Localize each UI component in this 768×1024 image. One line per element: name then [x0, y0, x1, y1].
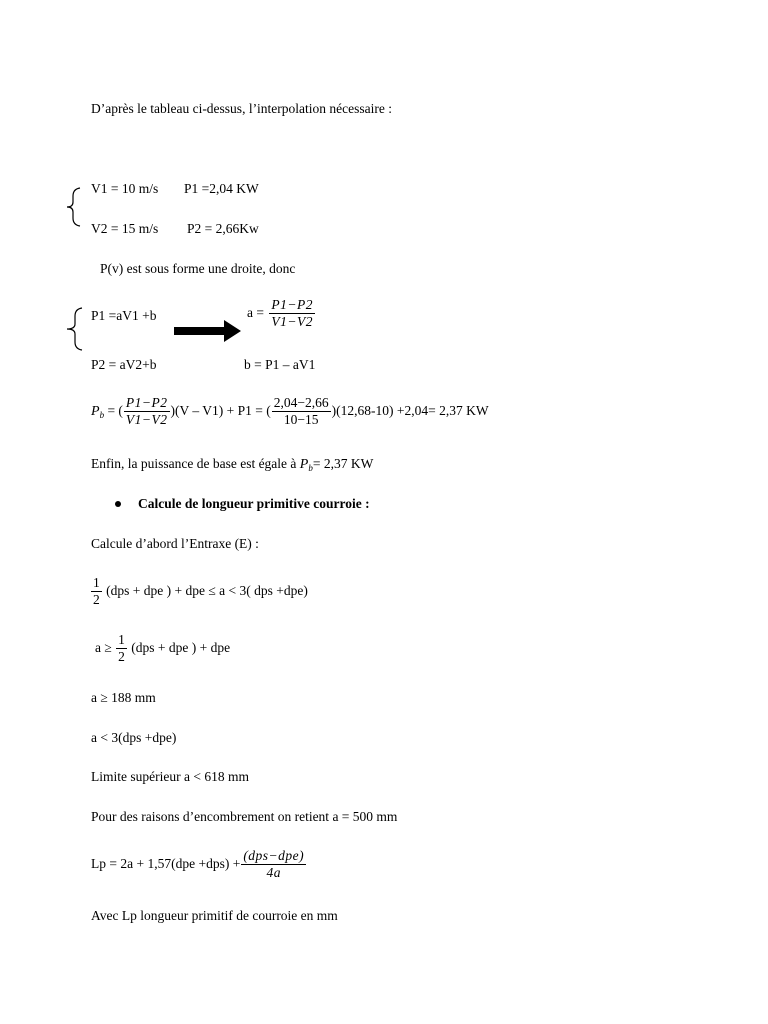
enfin-text: [91, 456, 373, 476]
pb-symbol: P: [91, 403, 100, 419]
system1-row2-v: V2 = 15 m/s: [91, 221, 159, 236]
ineq1-numerator: 1: [91, 576, 102, 592]
arrow-right-icon: [174, 320, 242, 342]
line-avec: Avec Lp longueur primitif de courroie en mm: [91, 908, 338, 923]
enfin-subscript: b: [308, 463, 313, 473]
lp-formula: [91, 849, 307, 880]
system1-row1-p: P1 =2,04 KW: [184, 181, 259, 196]
line-a-188: a ≥ 188 mm: [91, 690, 156, 705]
intro-text: D’après le tableau ci-dessus, l’interpolation nécessaire :: [91, 101, 393, 116]
ineq1-denominator: 2: [93, 592, 100, 608]
line-limite: Limite supérieur a < 618 mm: [91, 769, 249, 784]
lp-numerator: (dps−dpe): [241, 849, 306, 865]
enfin-prefix: Enfin, la puissance de base est égale à: [91, 456, 300, 471]
ineq2-text: (dps + dpe ) + dpe: [127, 639, 231, 655]
pb-formula: [91, 396, 489, 427]
pb-frac2-numerator: 2,04−2,66: [272, 396, 331, 412]
ineq2-prefix: a ≥: [95, 639, 116, 655]
pb-frac2-denominator: 10−15: [283, 412, 319, 428]
ineq2-denominator: 2: [118, 649, 125, 665]
line-a-3: a < 3(dps +dpe): [91, 730, 177, 745]
enfin-suffix: = 2,37 KW: [312, 456, 374, 471]
a-formula: [247, 298, 316, 329]
system1-row1-v: V1 = 10 m/s: [91, 181, 159, 196]
b-equation: b = P1 – aV1: [244, 357, 316, 372]
pb-middle: )(V – V1) + P1 = (: [170, 402, 271, 418]
system2-eq1: P1 =aV1 +b: [91, 308, 157, 323]
ineq2-numerator: 1: [116, 633, 127, 649]
left-brace-icon: [64, 306, 86, 352]
line-raisons: Pour des raisons d’encombrement on retient a = 500 mm: [91, 809, 398, 824]
inequality-2: [95, 633, 230, 664]
system2-eq2: P2 = aV2+b: [91, 357, 157, 372]
bullet-icon: [115, 501, 121, 507]
a-formula-prefix: a =: [247, 304, 264, 320]
bullet-heading: Calcule de longueur primitive courroie :: [138, 496, 370, 511]
pb-tail: )(12,68-10) +2,04= 2,37 KW: [331, 402, 489, 418]
droite-text: P(v) est sous forme une droite, donc: [100, 261, 296, 276]
lp-denominator: 4a: [266, 865, 281, 881]
enfin-symbol: P: [299, 457, 309, 472]
system1-row2-p: P2 = 2,66Kw: [187, 221, 259, 236]
entraxe-intro: Calcule d’abord l’Entraxe (E) :: [91, 536, 259, 551]
pb-frac1-numerator: P1−P2: [124, 396, 170, 412]
left-brace-icon: [64, 186, 84, 228]
pb-eq-open: = (: [104, 402, 123, 418]
lp-prefix: Lp = 2a + 1,57(dpe +dps) +: [91, 855, 241, 871]
pb-subscript: b: [99, 409, 105, 420]
pb-frac1-denominator: V1−V2: [125, 412, 168, 428]
a-formula-numerator: P1−P2: [269, 298, 315, 314]
ineq1-text: (dps + dpe ) + dpe ≤ a < 3( dps +dpe): [102, 582, 308, 598]
a-formula-denominator: V1−V2: [271, 314, 313, 330]
inequality-1: [91, 576, 308, 607]
